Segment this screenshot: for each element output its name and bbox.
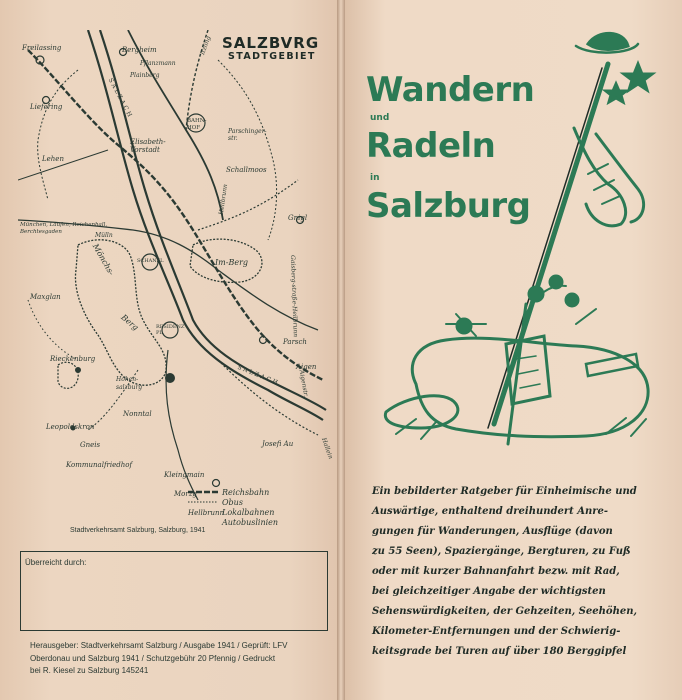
publisher-line: Oberdonau und Salzburg 1941 / Schutzgebühr 20 Pfennig / Gedruckt xyxy=(30,653,276,663)
cover-title-in: in xyxy=(370,173,380,183)
publisher-info xyxy=(30,640,330,678)
description-line: Sehenswürdigkeiten, der Gehzeiten, Seehöhen, xyxy=(372,606,637,617)
cover-title-wandern: Wandern xyxy=(366,70,535,110)
map-title: SALZBVRG xyxy=(222,34,320,52)
label-bahnhof: BAHN-HOF xyxy=(187,118,207,131)
description-line: gungen für Wanderungen, Ausflüge (davon xyxy=(372,526,613,537)
publisher-line: bei R. Kiesel zu Salzburg 145241 xyxy=(30,666,149,675)
label-plainberg: Plainberg xyxy=(130,72,160,79)
legend-obus: Obus xyxy=(222,498,243,507)
label-gaisberg: Gaisberg-straße-Heilbrunn xyxy=(289,255,299,338)
description-line: Auswärtige, enthaltend dreihundert Anre- xyxy=(372,506,609,517)
label-pflanzmann: Pflanzmann xyxy=(140,60,176,67)
map-subtitle: STADTGEBIET xyxy=(228,51,316,62)
label-salzach-upper: SALZACH xyxy=(106,77,134,120)
label-residenz: RESIDENZ PL. xyxy=(156,324,185,336)
cover-title-und: und xyxy=(370,113,390,123)
legend-autobuslinien: Autobuslinien xyxy=(222,518,279,527)
label-gnigl: Gnigl xyxy=(288,214,308,222)
label-hellbrunner-top: Heilbrunn xyxy=(217,183,230,216)
description-line: keitsgrade bei Turen auf über 180 Berggipfel xyxy=(372,646,627,657)
map-credit: Stadtverkehrsamt Salzburg, Salzburg, 1941 xyxy=(70,527,206,534)
label-rieckenburg: Rieckenburg xyxy=(50,355,96,363)
label-josefi-au: Josefi Au xyxy=(262,440,294,448)
label-itzling: Itzling xyxy=(199,35,213,56)
label-morzg: Morzg xyxy=(174,490,197,498)
label-gneis: Gneis xyxy=(80,441,101,449)
label-leopoldskron: Leopoldskron xyxy=(46,423,95,431)
description-line: bei gleichzeitiger Angabe der wichtigsten xyxy=(372,586,606,597)
page-fold xyxy=(337,0,345,700)
label-kommunalfriedhof: Kommunalfriedhof xyxy=(66,461,133,469)
label-elisabeth-vorstadt: Elisabeth-Vorstadt xyxy=(130,138,166,154)
handover-label: Überreicht durch: xyxy=(25,558,87,567)
label-muenchen-road: München, Laufen, Reichenhall, Berchtesgaden xyxy=(20,222,108,235)
station-hellbrunn xyxy=(213,480,220,487)
label-schallmoos: Schallmoos xyxy=(226,166,267,174)
description-line: Kilometer-Entfernungen und der Schwierig- xyxy=(372,626,621,637)
label-im-berg: Im-Berg xyxy=(215,258,249,267)
label-parsch: Parsch xyxy=(283,338,307,346)
label-berg: Berg xyxy=(119,312,141,333)
label-bergheim: Bergheim xyxy=(122,46,157,54)
label-salzach-lower: SALZACH xyxy=(236,363,281,388)
cover-title-radeln: Radeln xyxy=(366,126,496,166)
label-aigenstr: Aigenstr. xyxy=(297,369,310,398)
description-line: oder mit kurzer Bahnanfahrt bezw. mit Rad, xyxy=(372,566,620,577)
city-map xyxy=(18,30,328,510)
description-line: Ein bebilderter Ratgeber für Einheimische und xyxy=(372,486,637,497)
legend-lokalbahnen: Lokalbahnen xyxy=(222,508,275,517)
label-hohen-salzburg: Hohen-salzburg xyxy=(116,376,143,391)
label-nonntal: Nonntal xyxy=(123,410,152,418)
label-moenchsberg: Mönchs- xyxy=(90,242,116,277)
label-maxglan: Maxglan xyxy=(30,293,61,301)
label-muelln: Mülln xyxy=(95,232,113,239)
river-salzach xyxy=(88,30,323,420)
label-liefering: Liefering xyxy=(30,103,63,111)
cover-title-salzburg: Salzburg xyxy=(366,186,531,226)
label-schanzl: SCHANZL xyxy=(137,258,164,264)
legend-reichsbahn: Reichsbahn xyxy=(222,488,270,497)
label-freilassing: Freilassing xyxy=(22,44,62,52)
label-kleingmain: Kleingmain xyxy=(164,471,205,479)
label-parschinger: Parschinger-str. xyxy=(228,128,267,142)
handover-box xyxy=(20,551,328,631)
label-aigen: Aigen xyxy=(296,363,317,371)
label-hellbrunn: Hellbrunn xyxy=(188,509,225,517)
label-lehen: Lehen xyxy=(42,155,64,163)
description-line: zu 55 Seen), Spaziergänge, Bergturen, zu Fuß xyxy=(372,546,631,557)
publisher-line: Herausgeber: Stadtverkehrsamt Salzburg / Ausgabe 1941 / Geprüft: LFV xyxy=(30,641,288,650)
label-hallein: Hallein xyxy=(319,436,335,461)
cover-description xyxy=(372,482,662,662)
